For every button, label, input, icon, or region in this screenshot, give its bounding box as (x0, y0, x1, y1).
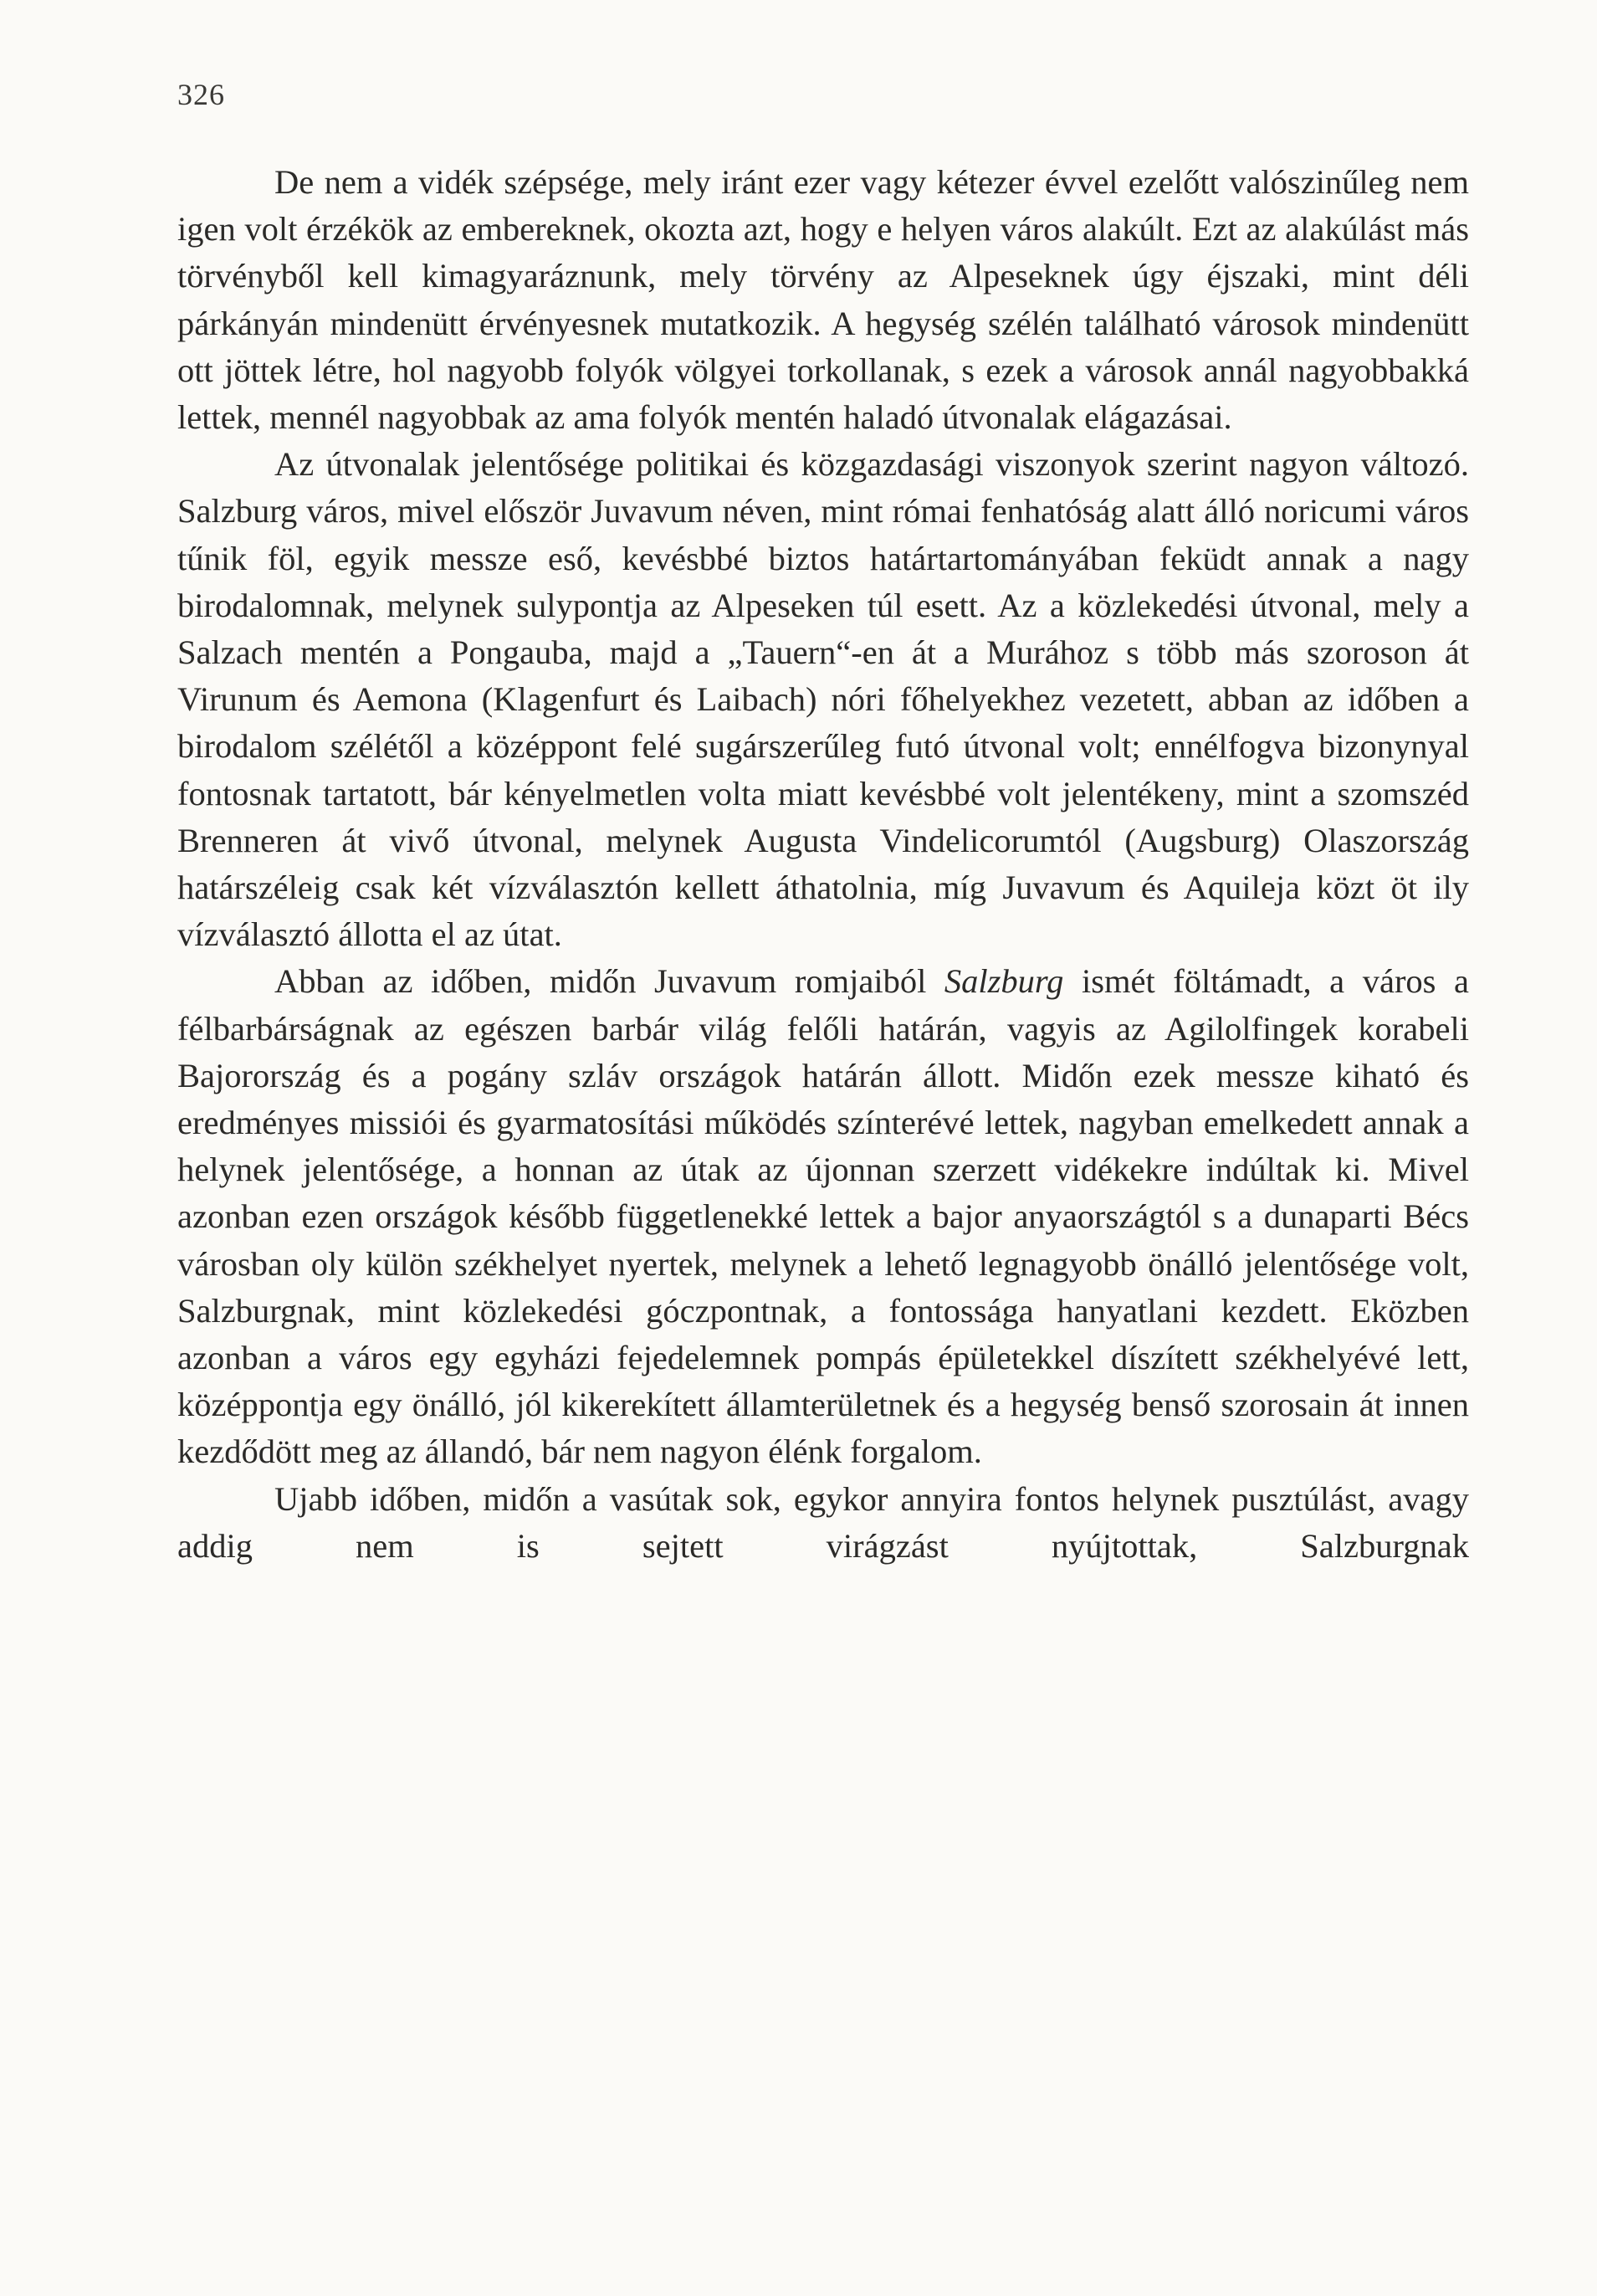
paragraph-text: Az útvonalak jelentősége politikai és közgazdasági viszonyok szerint nagyon változó. Salzburg város, mivel először Juvavum néven, mint római fenhatóság alatt álló noricumi város tűnik föl, egyik messze eső, kevésbbé biztos határtartományában feküdt annak a nagy birodalomnak, melynek sulypontja az Alpeseken túl esett. Az a közlekedési útvonal, mely a Salzach mentén a Pongauba, majd a „Tauern“-en át a Murához s több más szoroson át Virunum és Aemona (Klagenfurt és Laibach) nóri főhelyekhez vezetett, abban az időben a birodalom szélétől a középpont felé sugárszerűleg futó útvonal volt; ennélfogva bizonynyal fontosnak tartatott, bár kényelmetlen volta miatt kevésbbé volt jelentékeny, mint a szomszéd Brenneren át vivő útvonal, melynek Augusta Vindelicorumtól (Augsburg) Olaszország határszéleig csak két vízválasztón kellett áthatolnia, míg Juvavum és Aquileja közt öt ily vízválasztó állotta el az útat. (177, 445, 1469, 954)
paragraph-text: ismét föltámadt, a város a félbarbárságnak az egészen barbár világ felőli határán, vagyis az Agilolfingek korabeli Bajorország és a pogány szláv országok határán állott. Midőn ezek messze kiható és eredményes missiói és gyarmatosítási működés színterévé lettek, nagyban emelkedett annak a helynek jelentősége, a honnan az útak az újonnan szerzett vidékekre indúltak ki. Mivel azonban ezen országok később függetlenekké lettek a bajor anyaországtól s a dunaparti Bécs városban oly külön székhelyet nyertek, melynek a lehető legnagyobb önálló jelentősége volt, Salzburgnak, mint közlekedési góczpontnak, a fontossága hanyatlani kezdett. Eközben azonban a város egy egyházi fejedelemnek pompás épületekkel díszített székhelyévé lett, középpontja egy önálló, jól kikerekített államterületnek és a hegység benső szorosain át innen kezdődött meg az állandó, bár nem nagyon élénk forgalom. (177, 962, 1469, 1471)
emphasis-salzburg: Salzburg (944, 962, 1064, 1001)
paragraph: De nem a vidék szépsége, mely iránt ezer vagy kétezer évvel ezelőtt valószinűleg nem igen volt érzékök az embereknek, okozta azt, hogy e helyen város alakúlt. Ezt az alakúlást más törvényből kell kimagyaráznunk, mely törvény az Alpeseknek úgy éjszaki, mint déli párkányán mindenütt érvényesnek mutatkozik. A hegység szélén található városok mindenütt ott jöttek létre, hol nagyobb folyók völgyei torkollanak, s ezek a városok annál nagyobbakká lettek, mennél nagyobbak az ama folyók mentén haladó útvonalak elágazásai. (177, 163, 1469, 437)
page-number: 326 (177, 78, 225, 111)
paragraph (177, 441, 1469, 958)
paragraph (177, 958, 1469, 1475)
body-text (177, 159, 1469, 1570)
paragraph-text: Abban az időben, midőn Juvavum romjaiból (274, 962, 944, 1001)
paragraph: Ujabb időben, midőn a vasútak sok, egykor annyira fontos helynek pusztúlást, avagy addig nem is sejtett virágzást nyújtottak, Salzburgnak (177, 1479, 1469, 1565)
